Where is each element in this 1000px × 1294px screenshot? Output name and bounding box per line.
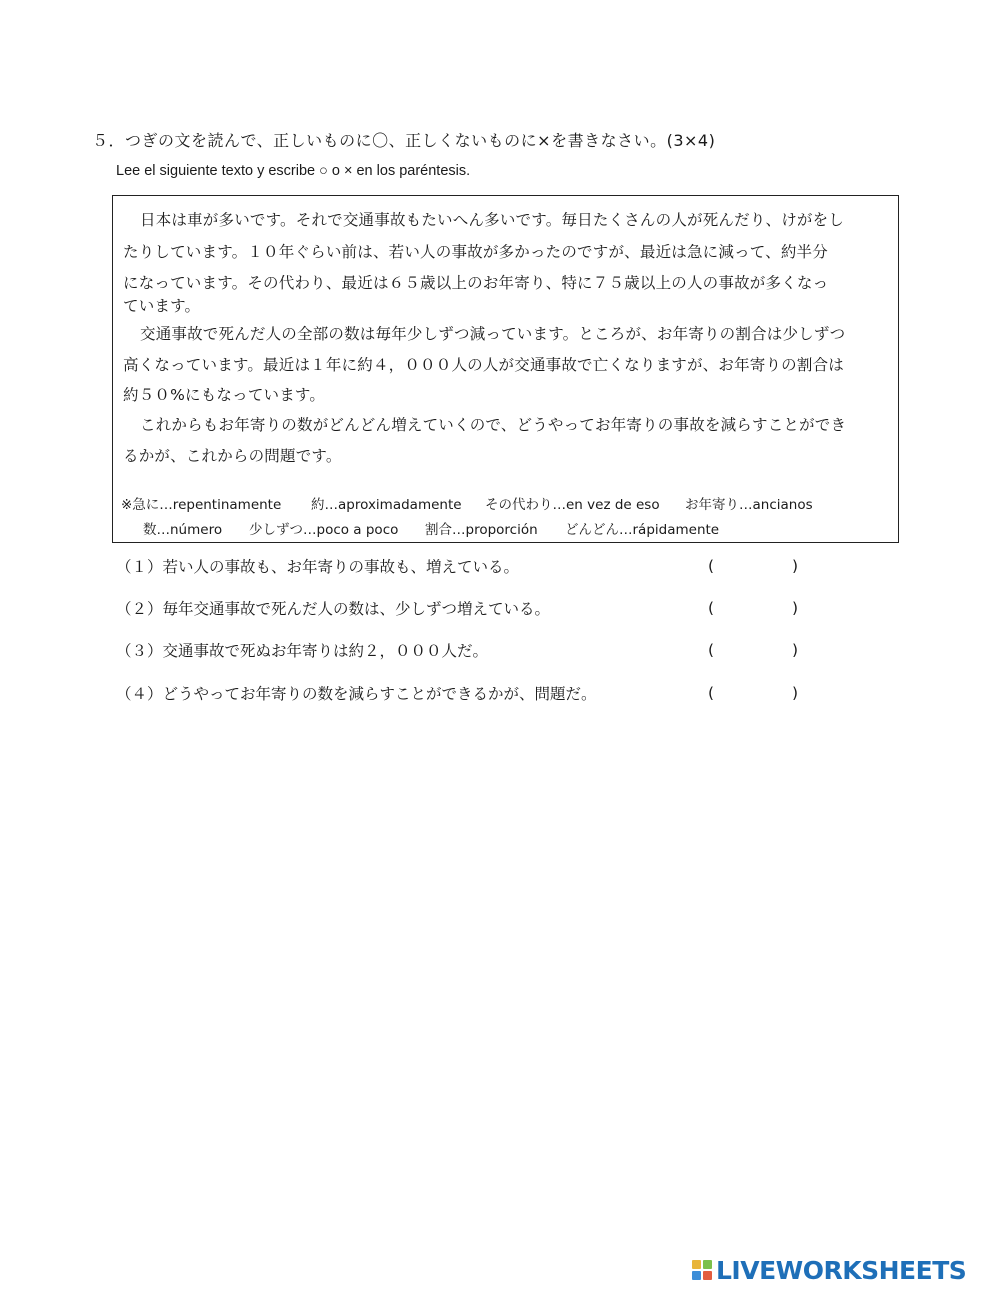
- logo-square: [703, 1271, 712, 1280]
- glossary-entry: 約…aproximadamente: [311, 497, 462, 513]
- passage-line: たりしています。１０年ぐらい前は、若い人の事故が多かったのですが、最近は急に減って、約半分: [123, 243, 828, 261]
- passage-line: 高くなっています。最近は１年に約４，０００人の人が交通事故で亡くなりますが、お年寄りの割合は: [123, 356, 844, 374]
- answer-input-4[interactable]: [722, 683, 786, 705]
- logo-icon: [692, 1260, 712, 1280]
- passage-box: [112, 195, 899, 543]
- logo-square: [703, 1260, 712, 1269]
- question-instruction: Lee el siguiente texto y escribe ○ o × en los paréntesis.: [116, 163, 471, 179]
- glossary-entry: どんどん…rápidamente: [565, 522, 720, 538]
- glossary-entry: お年寄り…ancianos: [685, 497, 813, 513]
- liveworksheets-logo: [692, 1256, 966, 1284]
- passage-line: 日本は車が多いです。それで交通事故もたいへん多いです。毎日たくさんの人が死んだり、けがをし: [140, 211, 845, 229]
- passage-line: 交通事故で死んだ人の全部の数は毎年少しずつ減っています。ところが、お年寄りの割合は少しずつ: [140, 325, 846, 343]
- passage-line: ています。: [123, 297, 201, 315]
- logo-square: [692, 1271, 701, 1280]
- logo-square: [692, 1260, 701, 1269]
- open-paren: (: [708, 684, 715, 702]
- logo-text: LIVEWORKSHEETS: [716, 1255, 967, 1285]
- close-paren: ): [791, 557, 798, 575]
- question-item-2: （２）毎年交通事故で死んだ人の数は、少しずつ増えている。: [116, 600, 551, 618]
- question-title: ５．つぎの文を読んで、正しいものに〇、正しくないものに×を書きなさい。(3×4): [92, 131, 716, 150]
- glossary-entry: ※急に…repentinamente: [121, 497, 282, 513]
- question-item-3: （３）交通事故で死ぬお年寄りは約２，０００人だ。: [116, 642, 489, 660]
- passage-line: になっています。その代わり、最近は６５歳以上のお年寄り、特に７５歳以上の人の事故が多くなっ: [123, 274, 829, 292]
- close-paren: ): [791, 641, 798, 659]
- question-item-4: （４）どうやってお年寄りの数を減らすことができるかが、問題だ。: [116, 685, 597, 703]
- glossary-entry: 割合…proporción: [425, 522, 538, 538]
- glossary-entry: その代わり…en vez de eso: [485, 497, 660, 513]
- open-paren: (: [708, 557, 715, 575]
- passage-line: これからもお年寄りの数がどんどん増えていくので、どうやってお年寄りの事故を減らすことができ: [140, 416, 847, 434]
- passage-line: 約５０%にもなっています。: [123, 386, 326, 404]
- glossary-entry: 数…número: [143, 522, 223, 538]
- open-paren: (: [708, 641, 715, 659]
- answer-input-3[interactable]: [722, 640, 786, 662]
- open-paren: (: [708, 599, 715, 617]
- answer-input-2[interactable]: [722, 598, 786, 620]
- close-paren: ): [791, 684, 798, 702]
- close-paren: ): [791, 599, 798, 617]
- answer-input-1[interactable]: [722, 556, 786, 578]
- passage-line: るかが、これからの問題です。: [123, 447, 342, 465]
- glossary-entry: 少しずつ…poco a poco: [249, 522, 399, 538]
- question-item-1: （１）若い人の事故も、お年寄りの事故も、増えている。: [116, 558, 520, 576]
